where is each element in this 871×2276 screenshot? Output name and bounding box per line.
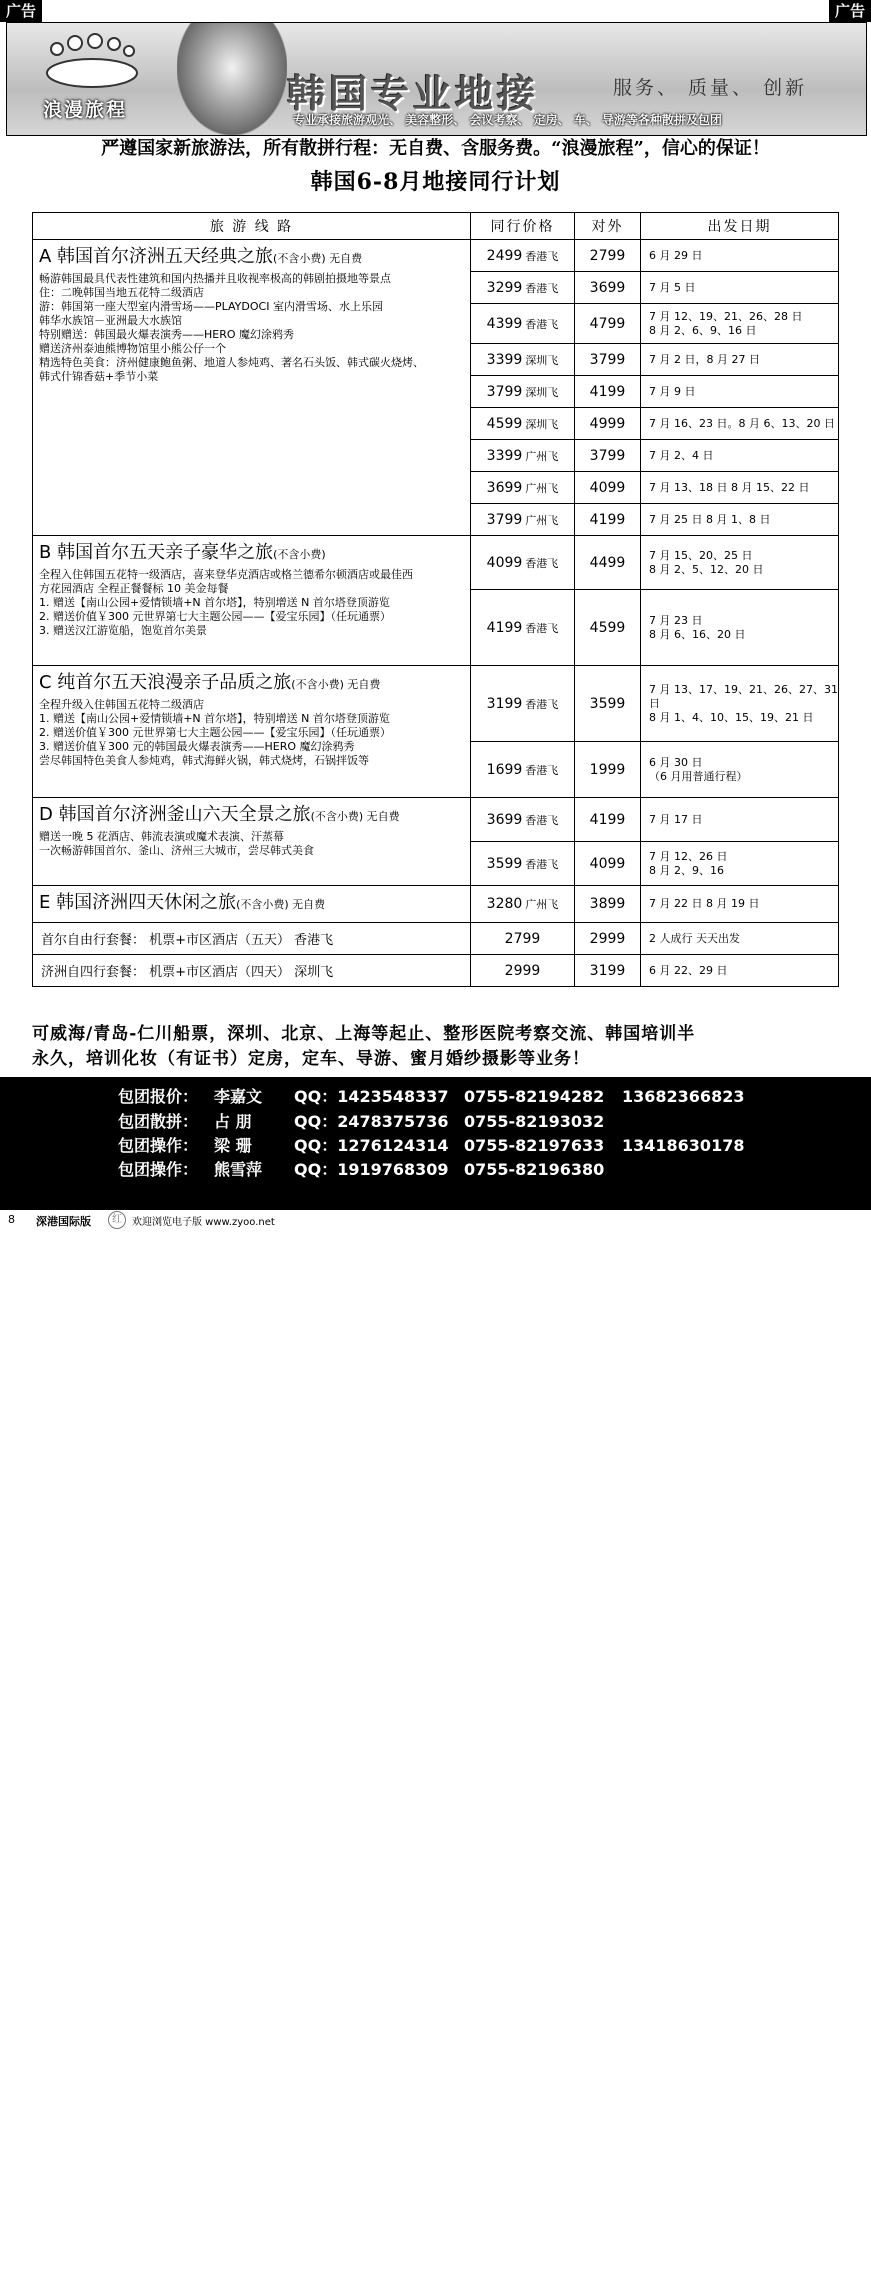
contact-role: 包团操作：	[118, 1160, 199, 1179]
route-detail: 方花园酒店 全程正餐餐标 10 美金每餐	[39, 582, 229, 595]
external-price: 3799	[575, 440, 641, 472]
package-price: 2999	[471, 955, 575, 987]
date-line: 7 月 2、4 日	[649, 448, 714, 462]
route-cell	[33, 536, 471, 666]
route-cell	[33, 666, 471, 798]
peer-price	[471, 886, 575, 923]
header-route: 旅 游 线 路	[33, 213, 471, 240]
date-line: 日	[649, 696, 660, 710]
footnote-line: 可威海/青岛-仁川船票，深圳、北京、上海等起止、整形医院考察交流、韩国培训半	[32, 1024, 696, 1044]
contact-name: 李嘉文	[214, 1087, 263, 1106]
package-name: 济洲自四行套餐： 机票+市区酒店（四天） 深圳飞	[33, 955, 471, 987]
peer-price	[471, 798, 575, 842]
peer-price-value: 2499	[486, 247, 523, 264]
peer-price	[471, 304, 575, 344]
peer-price-value: 4099	[486, 554, 523, 571]
license-number: L-GD-CJ00248	[776, 2261, 854, 2272]
package-external-price: 2999	[575, 923, 641, 955]
page-number: 8	[8, 1213, 15, 1226]
date-line: 7 月 12、26 日	[649, 849, 728, 863]
ad-tag-left: 广告	[0, 0, 42, 22]
route-title	[39, 540, 464, 568]
route-detail: 韩式什锦香菇+季节小菜	[39, 370, 159, 383]
peer-price-value: 3799	[486, 511, 523, 528]
departure-city: 香港飞	[525, 556, 559, 570]
contact-name: 梁 珊	[214, 1136, 252, 1155]
route-detail: 特别赠送：韩国最火爆表演秀——HERO 魔幻涂鸦秀	[39, 328, 295, 341]
departure-city: 广州飞	[525, 481, 559, 495]
contact-qq: QQ：1276124314	[294, 1136, 449, 1155]
table-row	[33, 536, 839, 590]
date-line: 7 月 15、20、25 日	[649, 548, 753, 562]
peer-price	[471, 344, 575, 376]
table-row	[33, 886, 839, 923]
external-price: 4599	[575, 590, 641, 666]
route-note: (不含小费) 无自费	[310, 810, 400, 823]
route-note: (不含小费) 无自费	[236, 898, 326, 911]
external-price: 4799	[575, 304, 641, 344]
contact-phone: 0755-82196380	[464, 1160, 605, 1179]
date-line: 7 月 5 日	[649, 280, 696, 294]
date-line: 6 月 29 日	[649, 248, 703, 262]
footprint-logo-icon	[37, 33, 147, 93]
package-name: 首尔自由行套餐： 机票+市区酒店（五天） 香港飞	[33, 923, 471, 955]
route-title	[39, 890, 464, 918]
contact-role: 包团操作：	[118, 1136, 199, 1155]
package-dates: 2 人成行 天天出发	[641, 923, 839, 955]
departure-dates	[641, 886, 839, 923]
external-price: 4199	[575, 504, 641, 536]
date-line: 7 月 22 日 8 月 19 日	[649, 897, 760, 910]
route-note: (不含小费) 无自费	[273, 252, 363, 265]
date-line: 7 月 23 日	[649, 613, 703, 627]
departure-city: 香港飞	[525, 813, 559, 827]
route-detail: 住：二晚韩国当地五花特二级酒店	[39, 286, 204, 299]
route-detail: 畅游韩国最具代表性建筑和国内热播并且收视率极高的韩剧拍摄地等景点	[39, 272, 391, 285]
external-price: 3699	[575, 272, 641, 304]
external-price: 3599	[575, 666, 641, 742]
departure-dates	[641, 798, 839, 842]
date-line: 7 月 16、23 日。8 月 6、13、20 日	[649, 416, 835, 430]
departure-dates	[641, 376, 839, 408]
peer-price-value: 3399	[486, 447, 523, 464]
peer-price-value: 3799	[486, 383, 523, 400]
contact-phone: 0755-82194282	[464, 1087, 605, 1106]
route-note: (不含小费)	[273, 548, 326, 561]
departure-dates	[641, 742, 839, 798]
external-price: 4499	[575, 536, 641, 590]
contact-row	[118, 1158, 622, 1182]
date-line: 7 月 13、18 日 8 月 15、22 日	[649, 480, 810, 494]
route-cell	[33, 886, 471, 923]
date-line: 8 月 2、5、12、20 日	[649, 562, 764, 576]
peer-price	[471, 590, 575, 666]
departure-city: 广州飞	[525, 449, 559, 463]
contact-row	[118, 1134, 744, 1158]
external-price: 4199	[575, 376, 641, 408]
peer-price	[471, 504, 575, 536]
page-footer	[0, 1210, 871, 1230]
departure-city: 香港飞	[525, 249, 559, 263]
peer-price	[471, 666, 575, 742]
banner	[6, 22, 867, 136]
peer-price-value: 4199	[486, 619, 523, 636]
header-external: 对外	[575, 213, 641, 240]
route-title	[39, 670, 464, 698]
table-row	[33, 240, 839, 272]
package-dates: 6 月 22、29 日	[641, 955, 839, 987]
external-price: 1999	[575, 742, 641, 798]
address: 地 址：罗湖区锦湖大厦901室	[352, 2265, 487, 2276]
route-detail: 赠送济州泰迪熊博物馆里小熊公仔一个	[39, 342, 226, 355]
external-price: 4099	[575, 472, 641, 504]
date-line: 8 月 2、6、9、16 日	[649, 323, 757, 337]
date-line: 7 月 9 日	[649, 384, 696, 398]
plan-title: 韩国6-8月地接同行计划	[310, 169, 561, 195]
company-name: 深圳市中之旅国际旅行社有限公司	[566, 2265, 716, 2276]
route-title-text: D 韩国首尔济洲釜山六天全景之旅	[39, 804, 311, 825]
departure-city: 深圳飞	[525, 385, 559, 399]
contact-mobile: 13682366823	[622, 1087, 745, 1106]
external-price: 4999	[575, 408, 641, 440]
tour-table	[32, 212, 839, 987]
table-header-row	[33, 213, 839, 240]
date-line: 7 月 2 日，8 月 27 日	[649, 352, 760, 366]
date-line: （6 月用普通行程）	[649, 769, 748, 783]
banner-services: 专业承接旅游观光、 美容整形、 会议考察、 定房、 车、 导游等各种散拼及包团	[293, 113, 722, 127]
peer-price-value: 3399	[486, 351, 523, 368]
route-title	[39, 244, 464, 272]
route-title-text: A 韩国首尔济洲五天经典之旅	[39, 246, 274, 267]
peer-price	[471, 440, 575, 472]
departure-dates	[641, 344, 839, 376]
route-title-text: B 韩国首尔五天亲子豪华之旅	[39, 542, 274, 563]
route-note: (不含小费) 无自费	[291, 678, 381, 691]
date-line: 7 月 17 日	[649, 812, 703, 826]
route-detail: 1. 赠送【南山公园+爱情锁墙+N 首尔塔】，特别增送 N 首尔塔登顶游览	[39, 712, 390, 725]
route-cell	[33, 240, 471, 536]
table-row	[33, 798, 839, 842]
external-price: 3899	[575, 886, 641, 923]
header-price: 同行价格	[471, 213, 575, 240]
peer-price-value: 3299	[486, 279, 523, 296]
peer-price	[471, 536, 575, 590]
departure-dates	[641, 240, 839, 272]
package-external-price: 3199	[575, 955, 641, 987]
date-line: 7 月 25 日 8 月 1、8 日	[649, 512, 771, 526]
footnote	[32, 1022, 842, 1072]
banner-slogan: 服务、 质量、 创新	[613, 77, 808, 99]
peer-price	[471, 472, 575, 504]
route-detail: 韩华水族馆－亚洲最大水族馆	[39, 314, 182, 327]
edition-name: 深港国际版	[36, 1215, 91, 1228]
external-price: 2799	[575, 240, 641, 272]
date-line: 7 月 13、17、19、21、26、27、31	[649, 682, 838, 696]
header-dates: 出发日期	[641, 213, 839, 240]
departure-city: 香港飞	[525, 621, 559, 635]
logo-text: 浪漫旅程	[43, 99, 128, 121]
contact-name: 占 朋	[214, 1112, 252, 1131]
contact-name: 熊雪萍	[214, 1160, 263, 1179]
banner-photo	[177, 23, 287, 135]
route-detail: 全程入住韩国五花特一级酒店，喜来登华克酒店或格兰德希尔顿酒店或最佳西	[39, 568, 413, 581]
route-detail: 游：韩国第一座大型室内滑雪场——PLAYDOCI 室内滑雪场、水上乐园	[39, 300, 383, 313]
contact-role: 包团报价：	[118, 1087, 199, 1106]
peer-price-value: 4399	[486, 315, 523, 332]
peer-price	[471, 376, 575, 408]
table-row	[33, 666, 839, 742]
date-line: 8 月 2、9、16	[649, 863, 724, 877]
departure-dates	[641, 272, 839, 304]
departure-dates	[641, 666, 839, 742]
departure-city: 香港飞	[525, 281, 559, 295]
departure-city: 广州飞	[525, 898, 559, 911]
external-price: 3799	[575, 344, 641, 376]
contact-phone: 0755-82193032	[464, 1112, 605, 1131]
departure-dates	[641, 590, 839, 666]
departure-city: 香港飞	[525, 697, 559, 711]
website-link[interactable]: 欢迎浏览电子版 www.zyoo.net	[132, 1217, 275, 1228]
external-price: 4199	[575, 798, 641, 842]
peer-price-value: 3199	[486, 695, 523, 712]
date-line: 6 月 30 日	[649, 755, 703, 769]
departure-dates	[641, 304, 839, 344]
peer-price-value: 3699	[486, 479, 523, 496]
peer-price	[471, 742, 575, 798]
route-cell	[33, 798, 471, 886]
route-detail: 3. 赠送价值￥300 元的韩国最火爆表演秀——HERO 魔幻涂鸦秀	[39, 740, 355, 753]
contact-qq: QQ：1423548337	[294, 1087, 449, 1106]
banner-title: 韩国专业地接	[287, 71, 540, 116]
route-title-text: C 纯首尔五天浪漫亲子品质之旅	[39, 672, 292, 693]
route-detail: 尝尽韩国特色美食人参炖鸡，韩式海鲜火锅，韩式烧烤，石锅拌饭等	[39, 754, 369, 767]
route-title-text: E 韩国济洲四天休闲之旅	[39, 892, 237, 913]
route-detail: 2. 赠送价值￥300 元世界第七大主题公园——【爱宝乐园】（任玩通票）	[39, 726, 391, 739]
ad-tag-right: 广告	[829, 0, 871, 22]
route-detail: 3. 赠送汉江游览船，饱览首尔美景	[39, 624, 207, 637]
peer-price-value: 3280	[486, 896, 523, 912]
departure-city: 深圳飞	[525, 353, 559, 367]
route-detail: 精选特色美食：济州健康鲍鱼粥、地道人参炖鸡、著名石头饭、韩式碳火烧烤、	[39, 356, 424, 369]
route-detail: 1. 赠送【南山公园+爱情锁墙+N 首尔塔】，特别增送 N 首尔塔登顶游览	[39, 596, 390, 609]
package-price: 2799	[471, 923, 575, 955]
headline: 严遵国家新旅游法，所有散拼行程：无自费、含服务费。“浪漫旅程”，信心的保证！	[101, 138, 770, 159]
package-row	[33, 923, 839, 955]
contact-row	[118, 1110, 622, 1134]
peer-price	[471, 240, 575, 272]
departure-dates	[641, 440, 839, 472]
contact-qq: QQ：2478375736	[294, 1112, 449, 1131]
peer-price	[471, 272, 575, 304]
peer-price-value: 4599	[486, 415, 523, 432]
route-title	[39, 802, 464, 830]
external-price: 4099	[575, 842, 641, 886]
contact-phone: 0755-82197633	[464, 1136, 605, 1155]
route-detail: 全程升级入住韩国五花特二级酒店	[39, 698, 204, 711]
departure-city: 广州飞	[525, 513, 559, 527]
date-line: 8 月 6、16、20 日	[649, 627, 746, 641]
contact-qq: QQ：1919768309	[294, 1160, 449, 1179]
route-detail: 2. 赠送价值￥300 元世界第七大主题公园——【爱宝乐园】（任玩通票）	[39, 610, 391, 623]
peer-price	[471, 408, 575, 440]
date-line: 8 月 1、4、10、15、19、21 日	[649, 710, 814, 724]
package-row	[33, 955, 839, 987]
date-line: 7 月 12、19、21、26、28 日	[649, 309, 803, 323]
departure-city: 香港飞	[525, 763, 559, 777]
departure-city: 深圳飞	[525, 417, 559, 431]
departure-dates	[641, 472, 839, 504]
footnote-line: 永久，培训化妆（有证书）定房，定车、导游、蜜月婚纱摄影等业务！	[32, 1049, 590, 1069]
departure-dates	[641, 536, 839, 590]
peer-price-value: 1699	[486, 761, 523, 778]
departure-city: 香港飞	[525, 857, 559, 871]
contact-mobile: 13418630178	[622, 1136, 745, 1155]
peer-price	[471, 842, 575, 886]
peer-price-value: 3599	[486, 855, 523, 872]
departure-dates	[641, 408, 839, 440]
departure-dates	[641, 842, 839, 886]
contact-row	[118, 1085, 744, 1109]
route-detail: 一次畅游韩国首尔、釜山、济州三大城市，尝尽韩式美食	[39, 844, 314, 857]
route-detail: 赠送一晚 5 花酒店、韩流表演或魔术表演、汗蒸幕	[39, 830, 284, 843]
edition-badge: 红	[108, 1211, 126, 1229]
departure-dates	[641, 504, 839, 536]
peer-price-value: 3699	[486, 811, 523, 828]
departure-city: 香港飞	[525, 317, 559, 331]
contact-role: 包团散拼：	[118, 1112, 199, 1131]
